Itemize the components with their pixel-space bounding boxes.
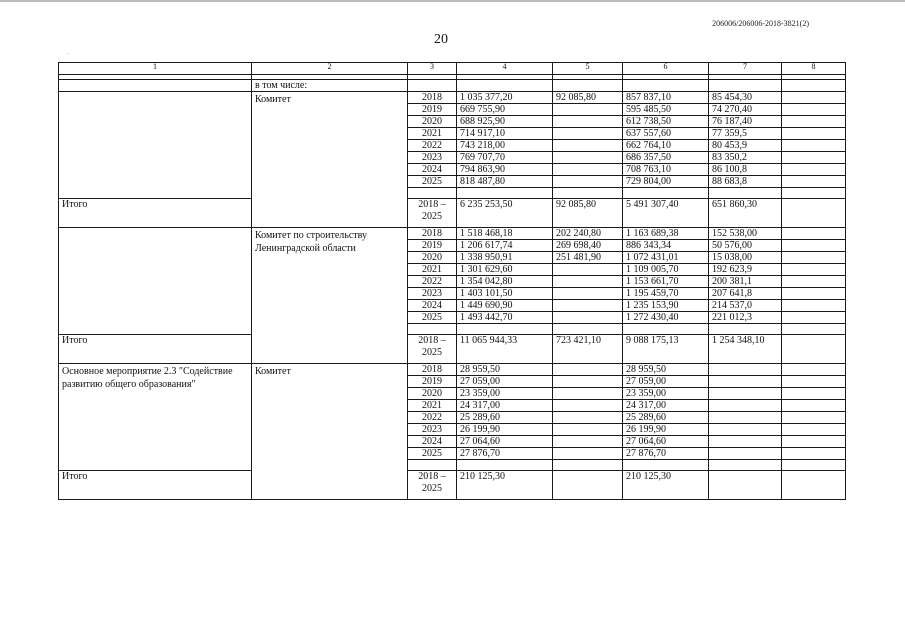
federal-amount-cell xyxy=(553,448,623,460)
total-amount-cell: 1 354 042,80 xyxy=(457,276,553,288)
period-start: 2018 – xyxy=(418,335,446,346)
column-number-8: 8 xyxy=(782,63,846,75)
local-amount-cell: 74 270,40 xyxy=(709,104,782,116)
year-cell: 2022 xyxy=(408,276,457,288)
period-start: 2018 – xyxy=(418,471,446,482)
total-period xyxy=(408,335,457,364)
column-number-1: 1 xyxy=(59,63,252,75)
total-amount-cell: 714 917,10 xyxy=(457,128,553,140)
total-label: Итого xyxy=(59,335,252,364)
regional-amount-cell: 1 163 689,38 xyxy=(623,228,709,240)
total-amount-cell: 28 959,50 xyxy=(457,364,553,376)
activity-label: Основное мероприятие 2.3 "Содействие развитию общего образования" xyxy=(59,364,252,471)
federal-amount-cell xyxy=(553,140,623,152)
year-cell: 2018 xyxy=(408,228,457,240)
year-cell: 2018 xyxy=(408,364,457,376)
local-amount-cell: 207 641,8 xyxy=(709,288,782,300)
other-sources-cell xyxy=(782,471,846,500)
federal-amount-cell: 202 240,80 xyxy=(553,228,623,240)
period-end: 2025 xyxy=(422,347,442,358)
local-amount-cell xyxy=(709,448,782,460)
executor-label: Комитет xyxy=(252,364,408,500)
local-amount-cell xyxy=(709,400,782,412)
column-number-4: 4 xyxy=(457,63,553,75)
federal-amount-cell xyxy=(553,471,623,500)
federal-amount-cell: 251 481,90 xyxy=(553,252,623,264)
regional-amount-cell: 708 763,10 xyxy=(623,164,709,176)
table-row xyxy=(59,92,846,104)
local-amount-cell: 77 359,5 xyxy=(709,128,782,140)
local-amount-cell: 200 381,1 xyxy=(709,276,782,288)
other-sources-cell xyxy=(782,376,846,388)
regional-amount-cell: 1 072 431,01 xyxy=(623,252,709,264)
other-sources-cell xyxy=(782,276,846,288)
total-row xyxy=(59,199,846,228)
total-period xyxy=(408,199,457,228)
table-row xyxy=(59,228,846,240)
federal-amount-cell xyxy=(553,376,623,388)
total-label: Итого xyxy=(59,199,252,228)
executor-label: Комитет по строительству Ленинградской области xyxy=(252,228,408,364)
other-sources-cell xyxy=(782,364,846,376)
column-number-2: 2 xyxy=(252,63,408,75)
local-amount-cell xyxy=(709,364,782,376)
regional-amount-cell: 1 109 005,70 xyxy=(623,264,709,276)
federal-amount-cell xyxy=(553,436,623,448)
regional-amount-cell: 612 738,50 xyxy=(623,116,709,128)
subheader-label: в том числе: xyxy=(252,80,408,92)
activity-label xyxy=(59,92,252,199)
year-cell: 2025 xyxy=(408,448,457,460)
total-amount-cell: 818 487,80 xyxy=(457,176,553,188)
other-sources-cell xyxy=(782,436,846,448)
year-cell: 2021 xyxy=(408,128,457,140)
total-amount-cell: 26 199,90 xyxy=(457,424,553,436)
local-amount-cell: 221 012,3 xyxy=(709,312,782,324)
column-number-row xyxy=(59,63,846,75)
other-sources-cell xyxy=(782,116,846,128)
other-sources-cell xyxy=(782,388,846,400)
total-amount-cell: 1 301 629,60 xyxy=(457,264,553,276)
column-number-5: 5 xyxy=(553,63,623,75)
regional-amount-cell: 9 088 175,13 xyxy=(623,335,709,364)
year-cell: 2024 xyxy=(408,164,457,176)
other-sources-cell xyxy=(782,152,846,164)
regional-amount-cell: 5 491 307,40 xyxy=(623,199,709,228)
budget-table xyxy=(58,62,846,500)
year-cell: 2022 xyxy=(408,412,457,424)
other-sources-cell xyxy=(782,228,846,240)
local-amount-cell: 192 623,9 xyxy=(709,264,782,276)
federal-amount-cell xyxy=(553,400,623,412)
period-start: 2018 – xyxy=(418,199,446,210)
other-sources-cell xyxy=(782,176,846,188)
year-cell: 2024 xyxy=(408,436,457,448)
federal-amount-cell xyxy=(553,300,623,312)
local-amount-cell xyxy=(709,388,782,400)
local-amount-cell: 88 683,8 xyxy=(709,176,782,188)
local-amount-cell: 1 254 348,10 xyxy=(709,335,782,364)
document-id: 206006/206006-2018-3821(2) xyxy=(712,19,809,28)
year-cell: 2020 xyxy=(408,388,457,400)
total-amount-cell: 669 755,90 xyxy=(457,104,553,116)
scan-speck: . xyxy=(67,50,69,56)
local-amount-cell: 50 576,00 xyxy=(709,240,782,252)
year-cell: 2019 xyxy=(408,240,457,252)
local-amount-cell: 152 538,00 xyxy=(709,228,782,240)
year-cell: 2023 xyxy=(408,424,457,436)
regional-amount-cell: 1 272 430,40 xyxy=(623,312,709,324)
federal-amount-cell: 723 421,10 xyxy=(553,335,623,364)
local-amount-cell: 80 453,9 xyxy=(709,140,782,152)
regional-amount-cell: 686 357,50 xyxy=(623,152,709,164)
total-amount-cell: 688 925,90 xyxy=(457,116,553,128)
other-sources-cell xyxy=(782,412,846,424)
other-sources-cell xyxy=(782,92,846,104)
year-cell: 2025 xyxy=(408,312,457,324)
regional-amount-cell: 857 837,10 xyxy=(623,92,709,104)
total-amount-cell: 24 317,00 xyxy=(457,400,553,412)
total-amount-cell: 1 206 617,74 xyxy=(457,240,553,252)
federal-amount-cell xyxy=(553,412,623,424)
local-amount-cell xyxy=(709,436,782,448)
local-amount-cell: 85 454,30 xyxy=(709,92,782,104)
total-row xyxy=(59,471,846,500)
total-amount-cell: 743 218,00 xyxy=(457,140,553,152)
local-amount-cell xyxy=(709,471,782,500)
regional-amount-cell: 886 343,34 xyxy=(623,240,709,252)
local-amount-cell: 86 100,8 xyxy=(709,164,782,176)
total-amount-cell: 27 876,70 xyxy=(457,448,553,460)
total-amount-cell: 1 403 101,50 xyxy=(457,288,553,300)
local-amount-cell: 651 860,30 xyxy=(709,199,782,228)
federal-amount-cell: 92 085,80 xyxy=(553,92,623,104)
total-amount-cell: 23 359,00 xyxy=(457,388,553,400)
other-sources-cell xyxy=(782,448,846,460)
federal-amount-cell: 92 085,80 xyxy=(553,199,623,228)
total-amount-cell: 6 235 253,50 xyxy=(457,199,553,228)
total-amount-cell: 27 059,00 xyxy=(457,376,553,388)
regional-amount-cell: 27 064,60 xyxy=(623,436,709,448)
regional-amount-cell: 1 235 153,90 xyxy=(623,300,709,312)
federal-amount-cell xyxy=(553,364,623,376)
scan-top-border xyxy=(0,0,905,2)
regional-amount-cell: 24 317,00 xyxy=(623,400,709,412)
column-number-6: 6 xyxy=(623,63,709,75)
other-sources-cell xyxy=(782,300,846,312)
total-amount-cell: 794 863,90 xyxy=(457,164,553,176)
executor-label: Комитет xyxy=(252,92,408,228)
federal-amount-cell xyxy=(553,176,623,188)
year-cell: 2024 xyxy=(408,300,457,312)
local-amount-cell xyxy=(709,424,782,436)
other-sources-cell xyxy=(782,164,846,176)
year-cell: 2021 xyxy=(408,264,457,276)
year-cell: 2019 xyxy=(408,376,457,388)
year-cell: 2019 xyxy=(408,104,457,116)
other-sources-cell xyxy=(782,104,846,116)
local-amount-cell xyxy=(709,412,782,424)
local-amount-cell: 76 187,40 xyxy=(709,116,782,128)
regional-amount-cell: 27 876,70 xyxy=(623,448,709,460)
local-amount-cell: 15 038,00 xyxy=(709,252,782,264)
column-number-3: 3 xyxy=(408,63,457,75)
other-sources-cell xyxy=(782,252,846,264)
regional-amount-cell: 1 153 661,70 xyxy=(623,276,709,288)
other-sources-cell xyxy=(782,140,846,152)
federal-amount-cell xyxy=(553,312,623,324)
total-amount-cell: 1 493 442,70 xyxy=(457,312,553,324)
period-end: 2025 xyxy=(422,211,442,222)
regional-amount-cell: 26 199,90 xyxy=(623,424,709,436)
other-sources-cell xyxy=(782,128,846,140)
total-amount-cell: 11 065 944,33 xyxy=(457,335,553,364)
other-sources-cell xyxy=(782,335,846,364)
other-sources-cell xyxy=(782,264,846,276)
other-sources-cell xyxy=(782,312,846,324)
federal-amount-cell xyxy=(553,116,623,128)
total-amount-cell: 27 064,60 xyxy=(457,436,553,448)
regional-amount-cell: 595 485,50 xyxy=(623,104,709,116)
year-cell: 2018 xyxy=(408,92,457,104)
total-amount-cell: 210 125,30 xyxy=(457,471,553,500)
total-amount-cell: 1 035 377,20 xyxy=(457,92,553,104)
regional-amount-cell: 1 195 459,70 xyxy=(623,288,709,300)
federal-amount-cell xyxy=(553,152,623,164)
other-sources-cell xyxy=(782,400,846,412)
regional-amount-cell: 23 359,00 xyxy=(623,388,709,400)
federal-amount-cell xyxy=(553,288,623,300)
regional-amount-cell: 210 125,30 xyxy=(623,471,709,500)
total-amount-cell: 1 338 950,91 xyxy=(457,252,553,264)
column-number-7: 7 xyxy=(709,63,782,75)
local-amount-cell: 83 350,2 xyxy=(709,152,782,164)
federal-amount-cell xyxy=(553,424,623,436)
total-amount-cell: 1 518 468,18 xyxy=(457,228,553,240)
year-cell: 2023 xyxy=(408,288,457,300)
year-cell: 2021 xyxy=(408,400,457,412)
regional-amount-cell: 637 557,60 xyxy=(623,128,709,140)
regional-amount-cell: 25 289,60 xyxy=(623,412,709,424)
year-cell: 2020 xyxy=(408,116,457,128)
other-sources-cell xyxy=(782,288,846,300)
regional-amount-cell: 729 804,00 xyxy=(623,176,709,188)
table-row xyxy=(59,364,846,376)
federal-amount-cell xyxy=(553,128,623,140)
year-cell: 2025 xyxy=(408,176,457,188)
period-end: 2025 xyxy=(422,483,442,494)
federal-amount-cell xyxy=(553,276,623,288)
other-sources-cell xyxy=(782,424,846,436)
federal-amount-cell: 269 698,40 xyxy=(553,240,623,252)
total-amount-cell: 769 707,70 xyxy=(457,152,553,164)
year-cell: 2023 xyxy=(408,152,457,164)
regional-amount-cell: 662 764,10 xyxy=(623,140,709,152)
total-period xyxy=(408,471,457,500)
federal-amount-cell xyxy=(553,264,623,276)
page-number: 20 xyxy=(434,32,448,47)
total-amount-cell: 1 449 690,90 xyxy=(457,300,553,312)
total-amount-cell: 25 289,60 xyxy=(457,412,553,424)
total-label: Итого xyxy=(59,471,252,500)
other-sources-cell xyxy=(782,199,846,228)
activity-label xyxy=(59,228,252,335)
total-row xyxy=(59,335,846,364)
regional-amount-cell: 28 959,50 xyxy=(623,364,709,376)
other-sources-cell xyxy=(782,240,846,252)
year-cell: 2020 xyxy=(408,252,457,264)
local-amount-cell xyxy=(709,376,782,388)
local-amount-cell: 214 537,0 xyxy=(709,300,782,312)
federal-amount-cell xyxy=(553,388,623,400)
regional-amount-cell: 27 059,00 xyxy=(623,376,709,388)
year-cell: 2022 xyxy=(408,140,457,152)
federal-amount-cell xyxy=(553,104,623,116)
subheader-row xyxy=(59,80,846,92)
federal-amount-cell xyxy=(553,164,623,176)
